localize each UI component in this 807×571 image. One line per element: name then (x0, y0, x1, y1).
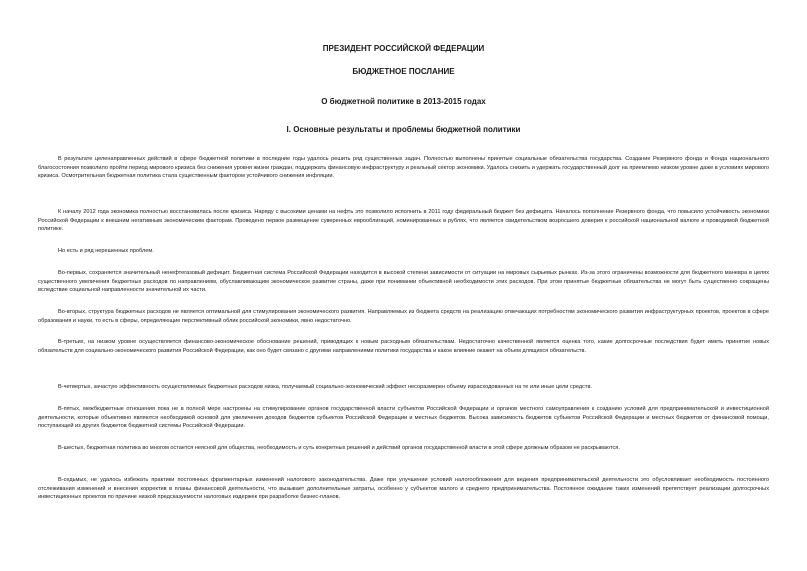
document-type: БЮДЖЕТНОЕ ПОСЛАНИЕ (352, 67, 455, 76)
paragraph-third: В-третьих, на низком уровне осуществляется финансово-экономическое обоснование решений, приводящих к новым расходным обязательствам. Недостаточно качественной является оценка того, какие долгосрочные последствия будет иметь принятие новых обязательств для социально-экономического развития Российской Федерации, как оно будет связано с другими направлениями политики государства и какое влияние окажет на объем длящихся обязательств. (38, 339, 769, 354)
paragraph-problems-intro: Но есть и ряд нерешенных проблем. (58, 248, 154, 254)
document-author: ПРЕЗИДЕНТ РОССИЙСКОЙ ФЕДЕРАЦИИ (322, 44, 485, 53)
paragraph-results: В результате целенаправленных действий в сфере бюджетной политики в последние годы удалось решить ряд существенных задач. Полностью выполнены принятые социальные обязательства государства. Создание Резервного фонда и Фонда национального благосостояния позволило пройти период мирового кризиса без снижения уровня жизни граждан, поддержать финансовую инфраструктуру и реальный сектор экономики. Удалось снизить и удержать государственный долг на приемлемо низком уровне даже в условиях мирового кризиса. Осмотрительная бюджетная политика стала существенным фактором устойчивого снижения инфляции. (38, 156, 769, 179)
paragraph-fourth: В-четвертых, зачастую эффективность осуществляемых бюджетных расходов низка, получаемый социально-экономический эффект несоразмерен объему израсходованных на те или иные цели средств. (58, 384, 592, 390)
paragraph-fifth: В-пятых, межбюджетные отношения пока не в полной мере настроены на стимулирование органов государственной власти субъектов Российской Федерации и органов местного самоуправления к созданию условий для предпринимательской и инвестиционной деятельности, которые объективно являются необходимой основой для увеличения доходов бюджетов субъектов Российской Федерации и местных бюджетов. Высока зависимость бюджетов субъектов Российской Федерации и местных бюджетов от финансовой помощи, поступающей из других бюджетов бюджетной системы Российской Федерации. (38, 406, 769, 429)
paragraph-sixth: В-шестых, бюджетная политика во многом остается неясной для общества, необходимость и суть конкретных решений и действий органов государственной власти в этой сфере должным образом не раскрываются. (58, 445, 620, 451)
paragraph-first: Во-первых, сохраняется значительный ненефтегазовый дефицит. Бюджетная система Российской Федерации находится в высокой степени зависимости от ситуации на мировых сырьевых рынках. Из-за этого ограничены возможности для бюджетного маневра в целях существенного увеличения бюджетных расходов по направлениям, обуславливающим экономическое развитие страны, даже при понимании объективной необходимости этих расходов. При этом принятые бюджетные обязательства не могут быть существенно сокращены вследствие социальной направленности значительной их части. (38, 270, 769, 293)
paragraph-recovery: К началу 2012 года экономика полностью восстановилась после кризиса. Наряду с высокими ценами на нефть это позволило исполнить в 2011 году федеральный бюджет без дефицита. Началось пополнение Резервного фонда, что повысило устойчивость экономики Российской Федерации к внешним негативным экономическим факторам. Проведено первое размещение суверенных еврооблигаций, номинированных в рублях, что является свидетельством возросшего доверия к российской национальной валюте и проводимой бюджетной политике. (38, 209, 769, 232)
document-title: О бюджетной политике в 2013-2015 годах (321, 97, 486, 106)
section-title: I. Основные результаты и проблемы бюджетной политики (286, 125, 521, 134)
paragraph-second: Во-вторых, структура бюджетных расходов не является оптимальной для стимулирования экономического развития. Направляемых из бюджета средств на реализацию отвечающих потребностям экономического развития инфраструктурных проектов, проектов в сфере образования и науки, то есть в сферы, определяющие перспективный облик российской экономики, явно недостаточно. (38, 309, 769, 324)
paragraph-seventh: В-седьмых, не удалось избежать практики постоянных фрагментарных изменений налогового законодательства. Даже при улучшении условий налогообложения для ведения предпринимательской деятельности это обусловливает необходимость постоянного отслеживания изменений и внесения корректив в планы финансовой деятельности, что вызывает дополнительные затраты, особенно у субъектов малого и среднего предпринимательства. Постоянное ожидание таких изменений препятствует реализации долгосрочных инвестиционных проектов по причине низкой предсказуемости налоговых издержек при разработке бизнес-планов. (38, 477, 769, 500)
